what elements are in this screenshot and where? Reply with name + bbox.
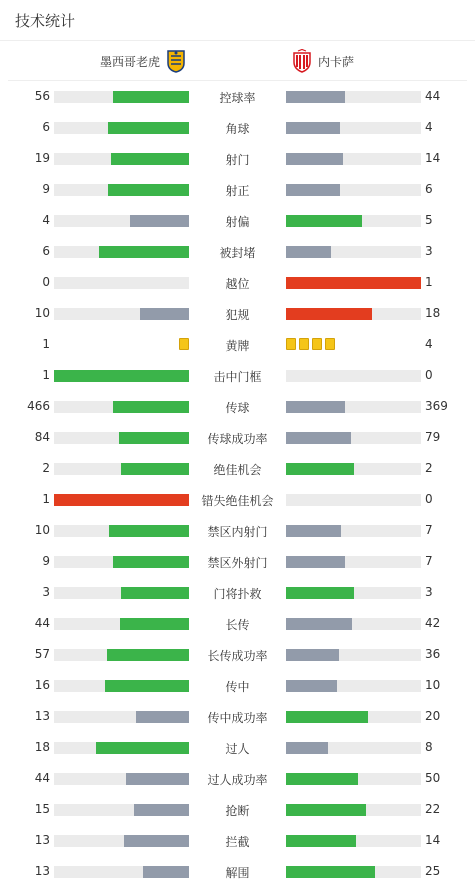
home-bar: [111, 153, 189, 165]
home-bar-track: [54, 122, 189, 134]
away-bar-track: [286, 401, 421, 413]
header-divider: [0, 40, 475, 41]
home-bar-track: [54, 494, 189, 506]
stat-row: [0, 175, 475, 206]
away-value: 25: [425, 864, 441, 878]
stat-label: 角球: [225, 122, 250, 136]
home-bar: [108, 122, 189, 134]
away-value: 3: [425, 585, 433, 599]
stat-label: 控球率: [219, 91, 256, 105]
stat-row: [0, 330, 475, 361]
away-bar-track: [286, 742, 421, 754]
home-value: 9: [42, 182, 50, 196]
away-bar-track: [286, 618, 421, 630]
home-bar-track: [54, 153, 189, 165]
away-bar-track: [286, 680, 421, 692]
away-value: 14: [425, 151, 441, 165]
stat-label: 黄牌: [225, 339, 250, 353]
home-value: 16: [34, 678, 50, 692]
home-value: 9: [42, 554, 50, 568]
home-value: 4: [42, 213, 50, 227]
away-bar-track: [286, 246, 421, 258]
stat-label: 抢断: [225, 804, 250, 818]
away-bar: [286, 587, 354, 599]
away-value: 10: [425, 678, 441, 692]
stat-label: 射偏: [225, 215, 250, 229]
home-bar-track: [54, 742, 189, 754]
home-value: 44: [34, 616, 50, 630]
stat-row: [0, 392, 475, 423]
away-value: 4: [425, 120, 433, 134]
home-bar: [119, 432, 189, 444]
away-bar-track: [286, 556, 421, 568]
home-value: 0: [42, 275, 50, 289]
home-bar-track: [54, 463, 189, 475]
away-bar: [286, 463, 354, 475]
stat-label: 越位: [225, 277, 250, 291]
home-yellow-cards: [179, 338, 189, 350]
away-bar: [286, 742, 328, 754]
away-bar-track: [286, 122, 421, 134]
away-bar-track: [286, 153, 421, 165]
stat-label: 拦截: [225, 835, 250, 849]
away-bar-track: [286, 432, 421, 444]
page-title: 技术统计: [15, 12, 76, 30]
away-value: 22: [425, 802, 441, 816]
stat-label: 传球成功率: [207, 432, 268, 446]
stat-label: 被封堵: [219, 246, 256, 260]
home-bar: [120, 618, 189, 630]
home-bar: [134, 804, 189, 816]
away-value: 1: [425, 275, 433, 289]
home-bar: [108, 184, 189, 196]
home-bar-track: [54, 184, 189, 196]
away-bar-track: [286, 773, 421, 785]
home-bar-track: [54, 401, 189, 413]
away-value: 7: [425, 554, 433, 568]
away-bar: [286, 680, 337, 692]
home-bar: [113, 91, 189, 103]
stat-row: [0, 268, 475, 299]
stat-row: [0, 516, 475, 547]
away-team[interactable]: [292, 46, 354, 76]
home-value: 1: [42, 492, 50, 506]
away-value: 44: [425, 89, 441, 103]
stat-row: [0, 671, 475, 702]
away-bar: [286, 835, 356, 847]
home-bar-track: [54, 91, 189, 103]
away-bar: [286, 184, 340, 196]
home-bar: [113, 556, 189, 568]
stat-row: [0, 764, 475, 795]
away-value: 79: [425, 430, 441, 444]
away-value: 50: [425, 771, 441, 785]
home-bar: [113, 401, 189, 413]
home-value: 13: [34, 709, 50, 723]
away-bar: [286, 711, 368, 723]
yellow-card-icon: [179, 338, 189, 350]
away-bar-track: [286, 804, 421, 816]
home-value: 13: [34, 833, 50, 847]
away-bar: [286, 153, 343, 165]
home-team-name: 墨西哥老虎: [100, 54, 161, 69]
stat-label: 过人: [225, 742, 250, 756]
stat-row: [0, 206, 475, 237]
home-bar: [130, 215, 189, 227]
away-value: 4: [425, 337, 433, 351]
home-bar-track: [54, 308, 189, 320]
away-value: 5: [425, 213, 433, 227]
stat-row: [0, 423, 475, 454]
stat-row: [0, 609, 475, 640]
stat-row: [0, 702, 475, 733]
stat-row: [0, 82, 475, 113]
necaxa-crest-icon: [292, 49, 312, 73]
home-value: 2: [42, 461, 50, 475]
home-bar-track: [54, 711, 189, 723]
away-value: 369: [425, 399, 448, 413]
stat-label: 长传: [225, 618, 250, 632]
home-bar-track: [54, 649, 189, 661]
home-bar: [99, 246, 189, 258]
home-value: 56: [34, 89, 50, 103]
away-value: 0: [425, 492, 433, 506]
away-bar: [286, 773, 358, 785]
away-bar-track: [286, 866, 421, 878]
stat-row: [0, 857, 475, 888]
home-value: 6: [42, 244, 50, 258]
home-value: 57: [34, 647, 50, 661]
home-bar-track: [54, 556, 189, 568]
away-team-name: 内卡萨: [318, 54, 355, 69]
home-bar: [143, 866, 189, 878]
stat-row: [0, 144, 475, 175]
home-value: 6: [42, 120, 50, 134]
away-bar-track: [286, 308, 421, 320]
yellow-card-icon: [325, 338, 335, 350]
away-bar: [286, 246, 331, 258]
home-team[interactable]: [100, 46, 186, 76]
away-bar: [286, 122, 340, 134]
away-value: 2: [425, 461, 433, 475]
stat-label: 解围: [225, 866, 250, 880]
home-bar: [107, 649, 189, 661]
home-bar: [54, 370, 189, 382]
away-bar-track: [286, 184, 421, 196]
home-bar: [96, 742, 189, 754]
away-bar: [286, 401, 345, 413]
stat-label: 绝佳机会: [213, 463, 262, 477]
away-bar: [286, 866, 375, 878]
home-bar-track: [54, 835, 189, 847]
home-bar-track: [54, 246, 189, 258]
stat-row: [0, 454, 475, 485]
home-bar-track: [54, 804, 189, 816]
home-bar-track: [54, 618, 189, 630]
home-bar: [126, 773, 189, 785]
away-value: 8: [425, 740, 433, 754]
home-bar: [54, 494, 189, 506]
away-value: 6: [425, 182, 433, 196]
away-value: 3: [425, 244, 433, 258]
home-value: 10: [34, 306, 50, 320]
home-value: 10: [34, 523, 50, 537]
home-value: 3: [42, 585, 50, 599]
home-bar-track: [54, 866, 189, 878]
away-yellow-cards: [286, 338, 335, 350]
stat-label: 击中门框: [213, 370, 262, 384]
stat-label: 传球: [225, 401, 250, 415]
home-bar-track: [54, 432, 189, 444]
stat-row: [0, 237, 475, 268]
stat-label: 长传成功率: [207, 649, 268, 663]
yellow-card-icon: [312, 338, 322, 350]
home-value: 44: [34, 771, 50, 785]
stat-label: 禁区外射门: [207, 556, 268, 570]
stat-label: 射门: [225, 153, 250, 167]
away-value: 18: [425, 306, 441, 320]
home-value: 84: [34, 430, 50, 444]
home-bar-track: [54, 773, 189, 785]
stat-label: 犯规: [225, 308, 250, 322]
stat-label: 禁区内射门: [207, 525, 268, 539]
stat-label: 传中成功率: [207, 711, 268, 725]
stat-row: [0, 640, 475, 671]
home-bar-track: [54, 525, 189, 537]
tigres-crest-icon: [166, 49, 186, 73]
home-bar: [105, 680, 189, 692]
stat-row: [0, 578, 475, 609]
home-value: 13: [34, 864, 50, 878]
stat-row: [0, 733, 475, 764]
home-bar: [121, 463, 189, 475]
stat-label: 门将扑救: [213, 587, 262, 601]
stat-row: [0, 485, 475, 516]
away-value: 0: [425, 368, 433, 382]
stat-row: [0, 361, 475, 392]
away-bar-track: [286, 649, 421, 661]
team-divider: [8, 80, 467, 81]
stat-label: 错失绝佳机会: [201, 494, 274, 508]
away-bar-track: [286, 277, 421, 289]
away-value: 20: [425, 709, 441, 723]
home-bar-track: [54, 680, 189, 692]
away-bar: [286, 215, 362, 227]
stat-row: [0, 547, 475, 578]
away-bar-track: [286, 711, 421, 723]
home-value: 18: [34, 740, 50, 754]
home-bar: [136, 711, 189, 723]
home-bar-track: [54, 277, 189, 289]
home-value: 1: [42, 368, 50, 382]
stat-row: [0, 795, 475, 826]
home-bar: [140, 308, 189, 320]
away-bar-track: [286, 463, 421, 475]
stat-row: [0, 113, 475, 144]
home-bar-track: [54, 587, 189, 599]
away-bar-track: [286, 370, 421, 382]
away-bar: [286, 91, 345, 103]
away-bar-track: [286, 835, 421, 847]
home-value: 466: [27, 399, 50, 413]
away-bar: [286, 804, 366, 816]
stat-label: 传中: [225, 680, 250, 694]
away-bar-track: [286, 215, 421, 227]
away-bar: [286, 277, 421, 289]
home-bar-track: [54, 370, 189, 382]
away-bar: [286, 432, 351, 444]
away-bar: [286, 649, 339, 661]
home-value: 19: [34, 151, 50, 165]
away-bar-track: [286, 91, 421, 103]
stat-row: [0, 826, 475, 857]
away-bar-track: [286, 587, 421, 599]
home-value: 1: [42, 337, 50, 351]
away-bar-track: [286, 494, 421, 506]
home-bar: [109, 525, 189, 537]
away-bar: [286, 525, 341, 537]
away-bar: [286, 308, 372, 320]
stat-label: 过人成功率: [207, 773, 268, 787]
away-bar: [286, 556, 345, 568]
stat-row: [0, 299, 475, 330]
home-bar: [121, 587, 189, 599]
away-bar: [286, 618, 352, 630]
yellow-card-icon: [286, 338, 296, 350]
away-value: 7: [425, 523, 433, 537]
away-value: 36: [425, 647, 441, 661]
away-bar-track: [286, 525, 421, 537]
yellow-card-icon: [299, 338, 309, 350]
away-value: 14: [425, 833, 441, 847]
home-bar: [124, 835, 189, 847]
home-value: 15: [34, 802, 50, 816]
stat-label: 射正: [225, 184, 250, 198]
away-value: 42: [425, 616, 441, 630]
home-bar-track: [54, 215, 189, 227]
